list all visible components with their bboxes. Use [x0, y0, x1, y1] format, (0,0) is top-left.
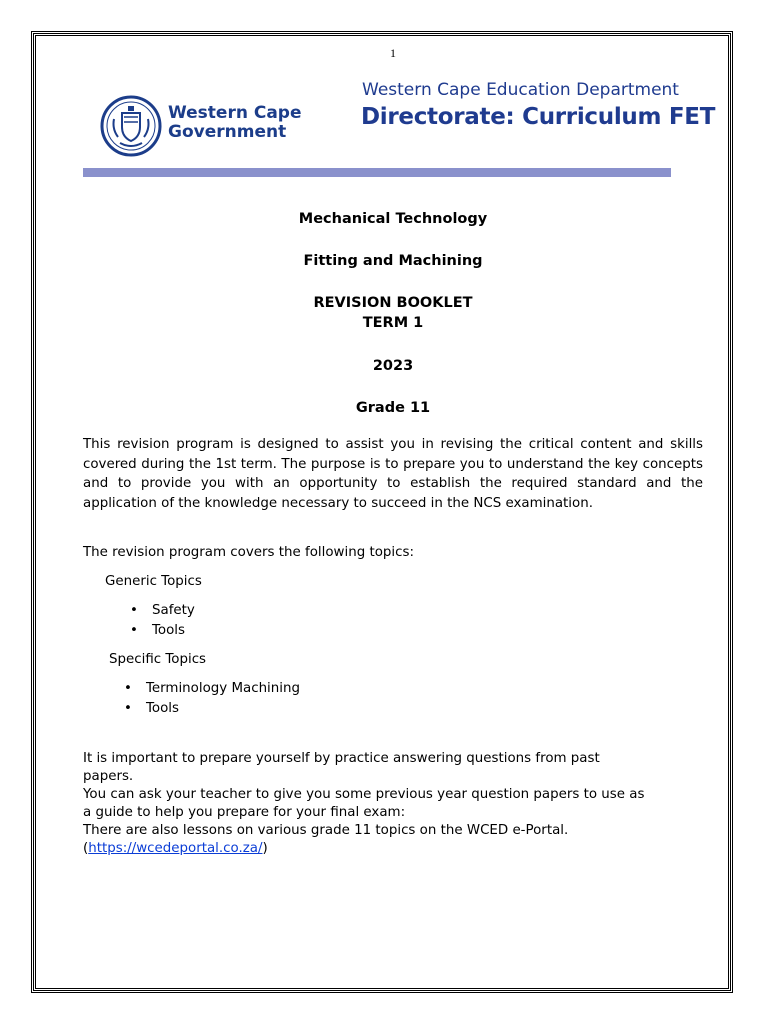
logo-wordmark	[168, 104, 302, 142]
list-item	[124, 679, 766, 699]
directorate-title: Directorate: Curriculum FET	[361, 104, 716, 130]
bullet-icon: •	[124, 681, 132, 696]
specialisation-title: Fitting and Machining	[303, 253, 483, 269]
specific-topics-heading: Specific Topics	[109, 652, 207, 667]
list-item-label: Tools	[146, 700, 179, 716]
header-divider-bar	[83, 168, 671, 177]
department-name: Western Cape Education Department	[362, 80, 679, 100]
list-item	[130, 601, 768, 621]
list-item-label: Terminology Machining	[146, 681, 300, 696]
year-title: 2023	[372, 358, 414, 374]
bullet-icon: •	[130, 622, 138, 638]
generic-topics-heading: Generic Topics	[105, 574, 202, 589]
closing-line2: You can ask your teacher to give you some previous year question papers to use as a guide to help you prepare for your final exam:	[83, 787, 645, 820]
link-close-paren: )	[262, 841, 268, 856]
list-item-label: Tools	[152, 622, 185, 638]
grade-title: Grade 11	[355, 400, 431, 416]
page-number: 1	[390, 46, 396, 60]
term-title: TERM 1	[362, 315, 424, 331]
subject-title: Mechanical Technology	[298, 211, 488, 227]
logo-text-line2: Government	[168, 122, 287, 142]
list-item-label: Safety	[152, 603, 195, 618]
closing-line3: There are also lessons on various grade 11 topics on the WCED e-Portal.	[83, 823, 569, 838]
booklet-title: REVISION BOOKLET	[313, 295, 473, 311]
topics-intro: The revision program covers the following topics:	[83, 545, 414, 560]
logo-text-line1: Western Cape	[168, 103, 302, 123]
western-cape-coat-of-arms-icon	[100, 95, 162, 157]
closing-line1: It is important to prepare yourself by practice answering questions from past papers.	[83, 751, 600, 784]
closing-paragraph	[83, 750, 653, 858]
list-item	[124, 699, 766, 719]
bullet-icon: •	[130, 603, 138, 618]
link-open-paren: (	[83, 841, 89, 856]
list-item	[130, 621, 768, 641]
eportal-link-line	[83, 840, 653, 858]
intro-paragraph: This revision program is designed to assist you in revising the critical content and skills covered during the 1st term. The purpose is to prepare you to understand the key concepts and to provide you with an opportunity to establish the required standard and the application of the knowledge necessary to succeed in the NCS examination.	[83, 437, 703, 511]
specific-topics-list	[124, 679, 766, 718]
wced-eportal-link[interactable]: https://wcedeportal.co.za/	[88, 841, 263, 856]
bullet-icon: •	[124, 700, 132, 716]
generic-topics-list	[130, 601, 768, 640]
